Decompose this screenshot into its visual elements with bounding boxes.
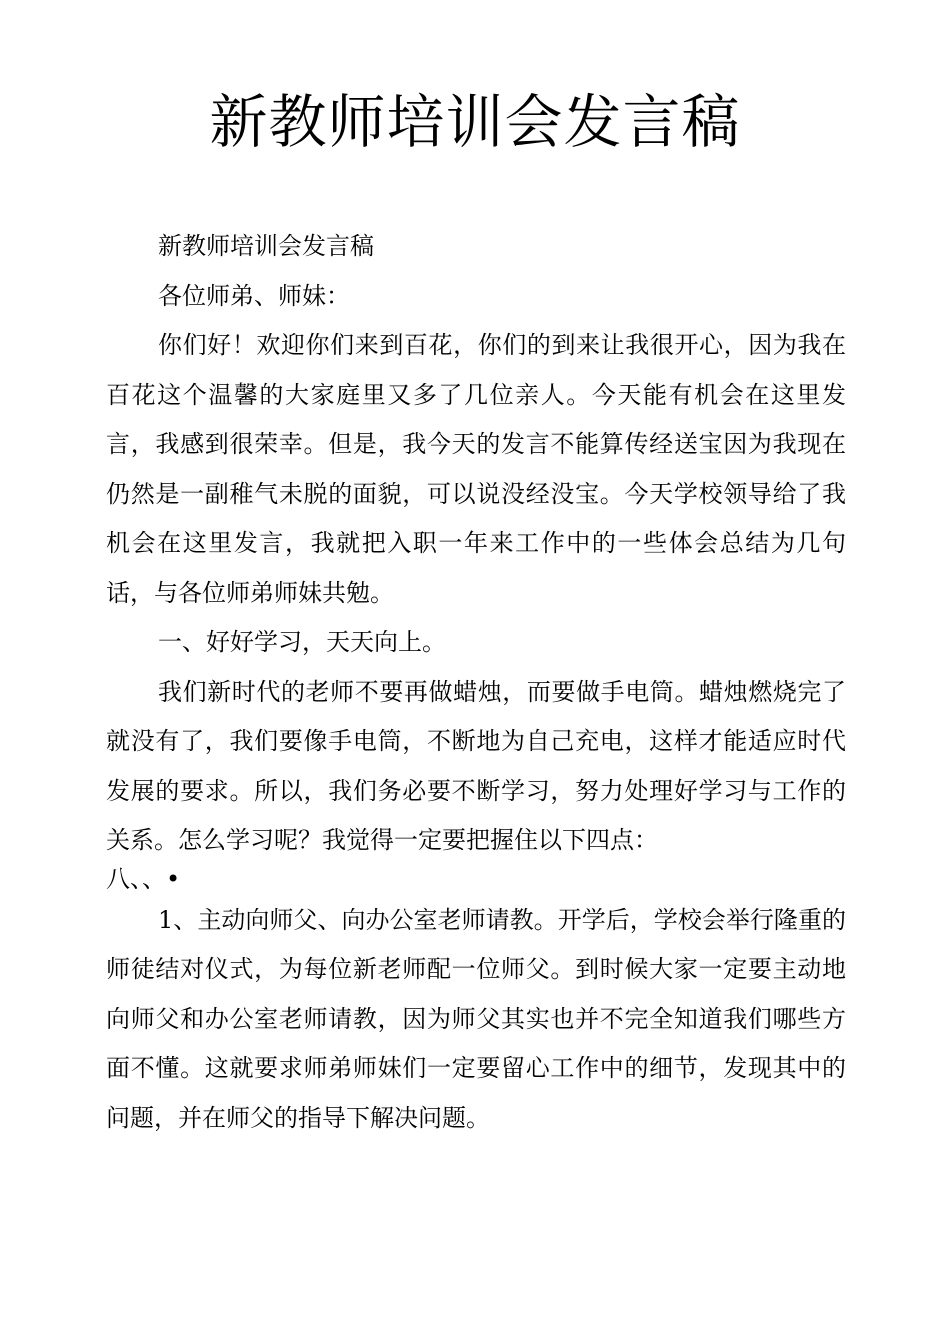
document-title: 新教师培训会发言稿 xyxy=(209,88,741,156)
subtitle-paragraph: 新教师培训会发言稿 xyxy=(158,232,374,260)
intro-paragraph: 你们好！欢迎你们来到百花，你们的到来让我很开心，因为我在百花这个温馨的大家庭里又多了几位亲人。今天能有机会在这里发言，我感到很荣幸。但是，我今天的发言不能算传经送宝因为我现在仍然是一副稚气未脱的面貌，可以说没经没宝。今天学校领导给了我机会在这里发言，我就把入职一年来工作中的一些体会总结为几句话，与各位师弟师妹共勉。 xyxy=(106,331,846,607)
stray-marks-line: 八、、• xyxy=(106,864,181,893)
document-body xyxy=(106,222,846,1143)
section-1-paragraph: 我们新时代的老师不要再做蜡烛，而要做手电筒。蜡烛燃烧完了就没有了，我们要像手电筒，不断地为自己充电，这样才能适应时代发展的要求。所以，我们务必要不断学习，努力处理好学习与工作的关系。怎么学习呢？我觉得一定要把握住以下四点： xyxy=(106,677,846,854)
point-1-paragraph: 1、主动向师父、向办公室老师请教。开学后，学校会举行隆重的师徒结对仪式，为每位新老师配一位师父。到时候大家一定要主动地向师父和办公室老师请教，因为师父其实也并不完全知道我们哪些方面不懂。这就要求师弟师妹们一定要留心工作中的细节，发现其中的问题，并在师父的指导下解决问题。 xyxy=(106,905,846,1132)
salutation-paragraph: 各位师弟、师妹： xyxy=(158,281,350,310)
section-heading-1: 一、好好学习，天天向上。 xyxy=(158,628,446,656)
